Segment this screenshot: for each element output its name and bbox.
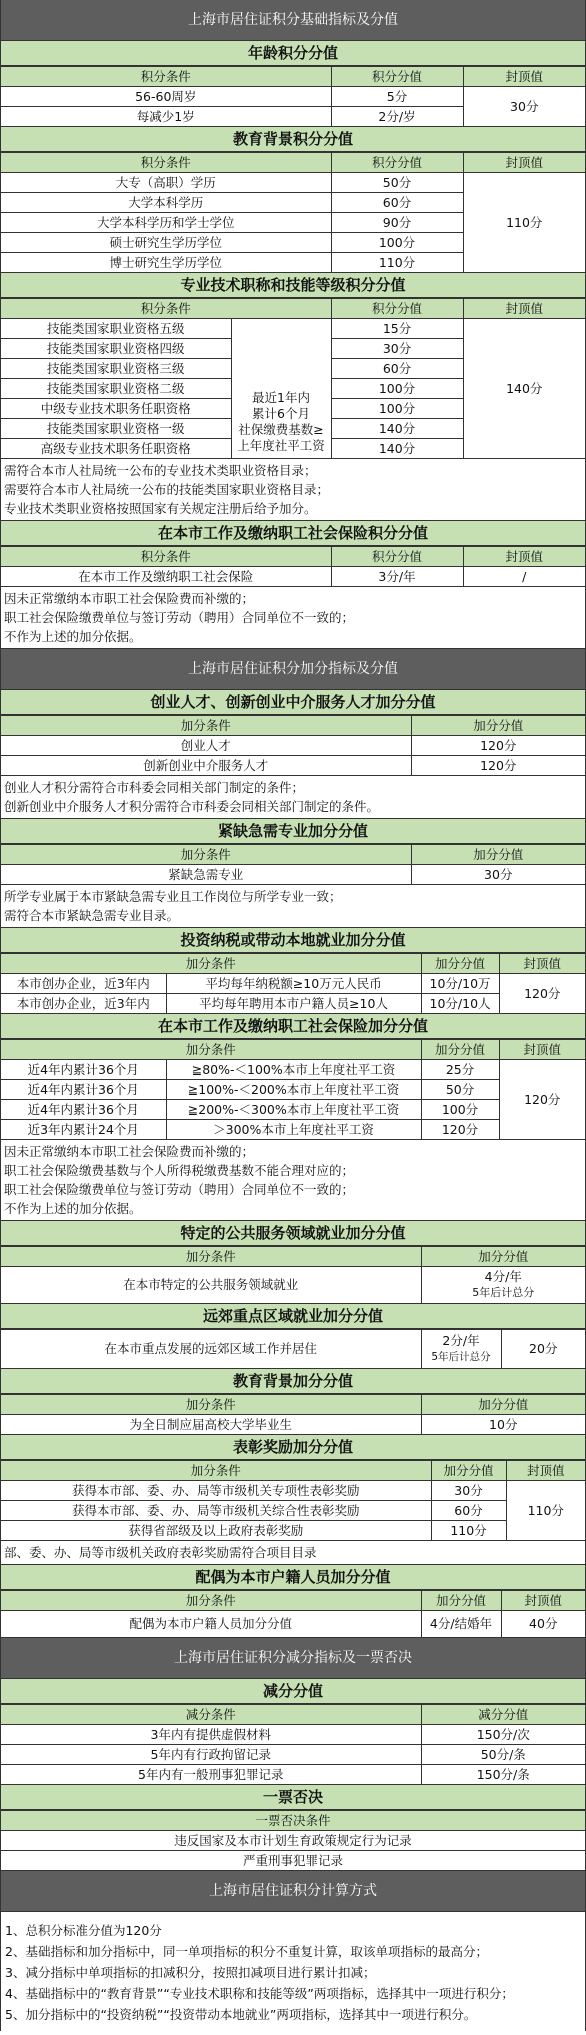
remote-area-table-title: 远郊重点区域就业加分分值 [1, 1304, 585, 1329]
condition-cell: 5年内有行政拘留记录 [1, 1745, 421, 1765]
education-table-title: 教育背景积分分值 [1, 127, 585, 152]
table-header-row [1, 153, 585, 173]
table-row [1, 87, 585, 107]
requirement-cell: 平均每年聘用本市户籍人员≥10人 [166, 994, 421, 1014]
header-cell: 封顶值 [463, 67, 585, 87]
header-cell: 加分条件 [1, 1395, 421, 1415]
condition-cell: 严重刑事犯罪记录 [1, 1851, 585, 1871]
professional-table [1, 298, 585, 459]
condition-cell: 在本市重点发展的远郊区域工作并居住 [1, 1330, 421, 1369]
condition-cell: 高级专业技术职务任职资格 [1, 439, 231, 459]
requirement-cell: ≧200%-＜300%本市上年度社平工资 [166, 1100, 421, 1120]
header-cell: 加分分值 [421, 1591, 501, 1611]
score-cell: 100分 [331, 379, 463, 399]
score-line: 4分/年 [484, 1269, 522, 1284]
header-cell: 加分分值 [421, 954, 499, 974]
score-cell: 90分 [331, 213, 463, 233]
table-row [1, 1725, 585, 1745]
score-cell: 25分 [421, 1060, 499, 1080]
social-table-title: 在本市工作及缴纳职工社会保险积分分值 [1, 521, 585, 546]
cap-cell: 40分 [501, 1611, 585, 1638]
table-row [1, 736, 585, 756]
score-cell: 120分 [411, 736, 585, 756]
score-cell: 100分 [331, 399, 463, 419]
header-cell: 加分条件 [1, 1591, 421, 1611]
condition-cell: 违反国家及本市计划生育政策规定行为记录 [1, 1831, 585, 1851]
age-table-title: 年龄积分分值 [1, 41, 585, 66]
score-cell: 120分 [421, 1120, 499, 1140]
table-row [1, 1831, 585, 1851]
cap-cell: 120分 [499, 1060, 585, 1140]
header-cell: 积分条件 [1, 67, 331, 87]
requirement-line: 最近1年内 [252, 390, 310, 405]
score-cell: 60分 [331, 193, 463, 213]
header-cell: 一票否决条件 [1, 1811, 585, 1831]
header-cell: 加分条件 [1, 1040, 421, 1060]
table-header-row [1, 299, 585, 319]
table-row [1, 1765, 585, 1785]
header-cell: 加分分值 [421, 1040, 499, 1060]
cap-cell: 110分 [463, 173, 585, 273]
spouse-table-title: 配偶为本市户籍人员加分分值 [1, 1565, 585, 1590]
condition-cell: 获得本市部、委、办、局等市级机关综合性表彰奖励 [1, 1501, 431, 1521]
header-cell: 封顶值 [499, 954, 585, 974]
table-row [1, 1080, 585, 1100]
condition-cell: 硕士研究生学历学位 [1, 233, 331, 253]
table-header-row [1, 67, 585, 87]
cap-cell: 140分 [463, 319, 585, 459]
startup-notes [1, 776, 585, 819]
requirement-cell: ＞300%本市上年度社平工资 [166, 1120, 421, 1140]
table-row [1, 1267, 585, 1304]
score-cell: 50分/条 [421, 1745, 585, 1765]
shortage-table [1, 844, 585, 885]
score-cell: 10分/10人 [421, 994, 499, 1014]
social-notes [1, 587, 585, 649]
header-cell: 积分分值 [331, 547, 463, 567]
condition-cell: 为全日制应届高校大学毕业生 [1, 1415, 421, 1435]
header-cell: 加分条件 [1, 1461, 431, 1481]
investment-table-title: 投资纳税或带动本地就业加分分值 [1, 928, 585, 953]
score-cell: 30分 [411, 865, 585, 885]
table-row [1, 1745, 585, 1765]
score-cell: 100分 [331, 233, 463, 253]
condition-cell: 创业人才 [1, 736, 411, 756]
score-cell: 140分 [331, 439, 463, 459]
header-cell: 积分条件 [1, 547, 331, 567]
score-cell: 15分 [331, 319, 463, 339]
condition-cell: 本市创办企业，近3年内 [1, 994, 166, 1014]
header-cell: 加分条件 [1, 716, 411, 736]
calc-rule: 2、基础指标和加分指标中，同一单项指标的积分不重复计算，取该单项指标的最高分； [5, 1944, 488, 1959]
requirement-line: 累计6个月 [252, 406, 310, 421]
score-note: 5年后计总分 [431, 1351, 491, 1363]
table-row [1, 1851, 585, 1871]
spouse-table [1, 1590, 585, 1638]
calc-rule: 4、基础指标中的“教育背景”“专业技术职称和技能等级”两项指标，选择其中一项进行积分； [5, 1986, 514, 2001]
requirement-cell: ≧100%-＜200%本市上年度社平工资 [166, 1080, 421, 1100]
table-row [1, 567, 585, 587]
bonus-section-title: 上海市居住证积分加分指标及分值 [1, 649, 585, 690]
header-cell: 积分分值 [331, 67, 463, 87]
header-cell: 封顶值 [463, 299, 585, 319]
table-header-row [1, 1461, 585, 1481]
condition-cell: 近4年内累计36个月 [1, 1100, 166, 1120]
note-line: 需要符合本市人社局统一公布的技能类国家职业资格目录； [4, 482, 330, 497]
condition-cell: 5年内有一般刑事犯罪记录 [1, 1765, 421, 1785]
table-row [1, 1501, 585, 1521]
condition-cell: 配偶为本市户籍人员加分分值 [1, 1611, 421, 1638]
header-cell: 加分分值 [411, 845, 585, 865]
table-row [1, 1100, 585, 1120]
condition-cell: 技能类国家职业资格一级 [1, 419, 231, 439]
note-line: 需符合本市人社局统一公布的专业技术类职业资格目录； [4, 463, 317, 478]
header-cell: 加分分值 [431, 1461, 506, 1481]
note-line: 因未正常缴纳本市职工社会保险费而补缴的； [4, 591, 255, 606]
header-cell: 封顶值 [501, 1591, 585, 1611]
education-bonus-table [1, 1394, 585, 1435]
social-bonus-table-title: 在本市工作及缴纳职工社会保险加分分值 [1, 1014, 585, 1039]
cap-cell: 20分 [501, 1330, 585, 1369]
requirement-line: 上年度社平工资 [237, 438, 325, 453]
calc-rule: 1、总积分标准分值为120分 [5, 1923, 162, 1938]
table-row [1, 1521, 585, 1541]
header-cell: 加分分值 [421, 1395, 585, 1415]
header-cell: 积分分值 [331, 153, 463, 173]
condition-cell: 获得本市部、委、办、局等市级机关专项性表彰奖励 [1, 1481, 431, 1501]
table-row [1, 994, 585, 1014]
startup-table [1, 715, 585, 776]
condition-cell: 本市创办企业，近3年内 [1, 974, 166, 994]
cap-cell: 110分 [506, 1481, 585, 1541]
score-cell: 100分 [421, 1100, 499, 1120]
calc-section-title: 上海市居住证积分计算方式 [1, 1871, 585, 1912]
startup-table-title: 创业人才、创新创业中介服务人才加分分值 [1, 690, 585, 715]
header-cell: 封顶值 [463, 153, 585, 173]
table-row [1, 1060, 585, 1080]
header-cell: 积分条件 [1, 153, 331, 173]
requirement-cell: ≧80%-＜100%本市上年度社平工资 [166, 1060, 421, 1080]
condition-cell: 56-60周岁 [1, 87, 331, 107]
veto-table [1, 1810, 585, 1871]
condition-cell: 大学本科学历和学士学位 [1, 213, 331, 233]
condition-cell: 大专（高职）学历 [1, 173, 331, 193]
social-bonus-notes [1, 1140, 585, 1221]
condition-cell: 获得省部级及以上政府表彰奖励 [1, 1521, 431, 1541]
table-header-row [1, 954, 585, 974]
score-cell: 140分 [331, 419, 463, 439]
calc-rule: 5、加分指标中的“投资纳税”“投资带动本地就业”两项指标，选择其中一项进行积分。 [5, 2007, 477, 2022]
cap-cell: 30分 [463, 87, 585, 127]
table-header-row [1, 845, 585, 865]
table-row [1, 319, 585, 339]
minus-table [1, 1704, 585, 1785]
condition-cell: 在本市工作及缴纳职工社会保险 [1, 567, 331, 587]
header-cell: 加分条件 [1, 1247, 421, 1267]
condition-cell: 技能类国家职业资格三级 [1, 359, 231, 379]
score-note: 5年后计总分 [472, 1286, 535, 1299]
table-row [1, 1481, 585, 1501]
award-table-title: 表彰奖励加分分值 [1, 1435, 585, 1460]
table-header-row [1, 1395, 585, 1415]
base-section-title: 上海市居住证积分基础指标及分值 [1, 0, 585, 41]
score-cell: 30分 [331, 339, 463, 359]
calc-rule: 3、减分指标中单项指标的扣减积分，按照扣减项目进行累计扣减； [5, 1965, 376, 1980]
header-cell: 积分分值 [331, 299, 463, 319]
score-cell: 150分/次 [421, 1725, 585, 1745]
note-line: 专业技术类职业资格按照国家有关规定注册后给予加分。 [4, 501, 317, 516]
score-cell: 50分 [421, 1080, 499, 1100]
table-header-row [1, 1591, 585, 1611]
note-line: 职工社会保险缴费单位与签订劳动（聘用）合同单位不一致的； [4, 1182, 355, 1197]
table-row [1, 974, 585, 994]
condition-cell: 技能类国家职业资格四级 [1, 339, 231, 359]
condition-cell: 大学本科学历 [1, 193, 331, 213]
condition-cell: 近4年内累计36个月 [1, 1060, 166, 1080]
header-cell: 封顶值 [506, 1461, 585, 1481]
score-cell: 10分 [421, 1415, 585, 1435]
score-cell: 60分 [431, 1501, 506, 1521]
award-notes [1, 1541, 585, 1565]
condition-cell: 技能类国家职业资格五级 [1, 319, 231, 339]
note-line: 需符合本市紧缺急需专业目录。 [4, 908, 180, 923]
minus-table-title: 减分分值 [1, 1679, 585, 1704]
table-row [1, 1415, 585, 1435]
condition-cell: 技能类国家职业资格二级 [1, 379, 231, 399]
requirement-line: 社保缴费基数≥ [238, 422, 324, 437]
table-header-row [1, 1247, 585, 1267]
condition-cell: 近3年内累计24个月 [1, 1120, 166, 1140]
score-cell: 120分 [411, 756, 585, 776]
cap-cell: / [463, 567, 585, 587]
score-cell: 3分/年 [331, 567, 463, 587]
condition-cell: 紧缺急需专业 [1, 865, 411, 885]
note-line: 职工社会保险缴费单位与签订劳动（聘用）合同单位不一致的； [4, 610, 355, 625]
note-line: 职工社会保险缴费基数与个人所得税缴费基数不能合理对应的； [4, 1163, 355, 1178]
public-service-table [1, 1246, 585, 1304]
note-line: 创新创业中介服务人才积分需符合市科委会同相关部门制定的条件。 [4, 799, 380, 814]
header-cell: 加分条件 [1, 954, 421, 974]
table-header-row [1, 1811, 585, 1831]
score-cell: 4分/结婚年 [421, 1611, 501, 1638]
age-table [1, 66, 585, 127]
score-cell: 30分 [431, 1481, 506, 1501]
score-cell [421, 1330, 501, 1369]
header-cell: 积分条件 [1, 299, 331, 319]
score-cell: 150分/条 [421, 1765, 585, 1785]
condition-cell: 近4年内累计36个月 [1, 1080, 166, 1100]
table-header-row [1, 1040, 585, 1060]
veto-table-title: 一票否决 [1, 1785, 585, 1810]
public-service-table-title: 特定的公共服务领域就业加分分值 [1, 1221, 585, 1246]
score-cell: 50分 [331, 173, 463, 193]
note-line: 不作为上述的加分依据。 [4, 629, 142, 644]
table-row [1, 865, 585, 885]
condition-cell: 创新创业中介服务人才 [1, 756, 411, 776]
header-cell: 加分分值 [421, 1247, 585, 1267]
header-cell: 封顶值 [463, 547, 585, 567]
professional-notes [1, 459, 585, 521]
score-cell: 110分 [331, 253, 463, 273]
minus-section-title: 上海市居住证积分减分指标及一票否决 [1, 1638, 585, 1679]
table-row [1, 756, 585, 776]
table-row [1, 1611, 585, 1638]
shortage-notes [1, 885, 585, 928]
professional-table-title: 专业技术职称和技能等级积分分值 [1, 273, 585, 298]
table-header-row [1, 716, 585, 736]
social-table [1, 546, 585, 587]
note-line: 创业人才积分需符合市科委会同相关部门制定的条件； [4, 780, 305, 795]
header-cell: 加分分值 [411, 716, 585, 736]
social-bonus-table [1, 1039, 585, 1140]
condition-cell: 每减少1岁 [1, 107, 331, 127]
score-cell: 110分 [431, 1521, 506, 1541]
remote-area-table [1, 1329, 585, 1369]
condition-cell: 博士研究生学历学位 [1, 253, 331, 273]
table-row [1, 1120, 585, 1140]
score-cell [421, 1267, 585, 1304]
score-cell: 10分/10万 [421, 974, 499, 994]
condition-cell: 3年内有提供虚假材料 [1, 1725, 421, 1745]
calc-rules [1, 1912, 585, 2031]
score-line: 2分/年 [442, 1333, 480, 1348]
score-cell: 5分 [331, 87, 463, 107]
table-row [1, 1330, 585, 1369]
score-cell: 60分 [331, 359, 463, 379]
header-cell: 减分条件 [1, 1705, 421, 1725]
condition-cell: 在本市特定的公共服务领域就业 [1, 1267, 421, 1304]
table-row [1, 173, 585, 193]
education-table [1, 152, 585, 273]
requirement-cell: 平均每年纳税额≥10万元人民币 [166, 974, 421, 994]
note-line: 所学专业属于本市紧缺急需专业且工作岗位与所学专业一致； [4, 889, 342, 904]
shortage-table-title: 紧缺急需专业加分分值 [1, 819, 585, 844]
note-line: 不作为上述的加分依据。 [4, 1201, 142, 1216]
table-header-row [1, 547, 585, 567]
investment-table [1, 953, 585, 1014]
education-bonus-table-title: 教育背景加分分值 [1, 1369, 585, 1394]
table-header-row [1, 1705, 585, 1725]
award-table [1, 1460, 585, 1541]
note-line: 部、委、办、局等市级机关政府表彰奖励需符合项目目录 [4, 1545, 317, 1560]
note-line: 因未正常缴纳本市职工社会保险费而补缴的； [4, 1144, 255, 1159]
score-cell: 2分/岁 [331, 107, 463, 127]
header-cell: 减分分值 [421, 1705, 585, 1725]
cap-cell: 120分 [499, 974, 585, 1014]
requirement-cell [231, 319, 331, 459]
header-cell: 加分条件 [1, 845, 411, 865]
header-cell: 封顶值 [499, 1040, 585, 1060]
condition-cell: 中级专业技术职务任职资格 [1, 399, 231, 419]
